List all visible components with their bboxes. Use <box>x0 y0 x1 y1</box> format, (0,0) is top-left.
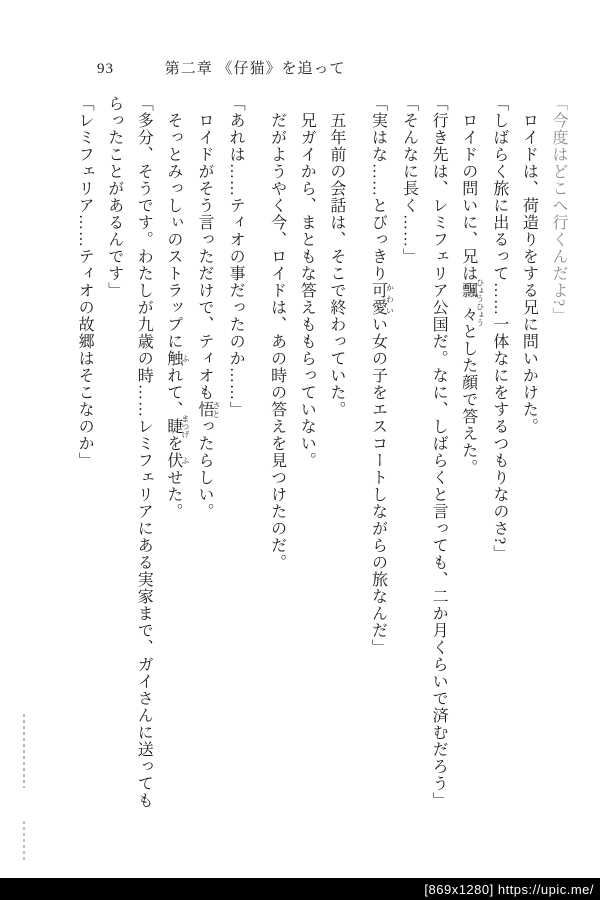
text-line: ロイドの問いに、兄は飄々 ひょうひょうとした顔で答えた。 <box>459 112 485 476</box>
text-columns <box>43 95 573 813</box>
text-line: 「実はな……とびっきり可愛 かわいい女の子をエスコートしながらの旅なんだ」 <box>369 95 395 656</box>
text-line: 「そんなに長く……」 <box>400 95 418 265</box>
text-line: 「しばらく旅に出るって……一体なにをするつもりなのさ?」 <box>490 95 508 563</box>
ruby-annotated-word: 悟 さと <box>195 401 221 418</box>
text-line: 五年前の会話は、そこで終わっていた。 <box>327 112 345 418</box>
ruby-annotated-word: 睫 まつげ <box>164 414 190 439</box>
text-line: ロイドは、荷造りをする兄に問いかけた。 <box>520 112 538 435</box>
running-header <box>97 57 346 78</box>
text-line: だがようやく今、ロイドは、あの時の答えを見つけたのだ。 <box>268 112 286 571</box>
ruby-annotated-word: 触 ふ <box>164 350 190 367</box>
binding-mark-bottom <box>23 821 25 863</box>
text-line: 「多分、そうです。わたしが九歳の時……レミフェリアにある実家まで、ガイさんに送ってもらったことがあるんです」 <box>105 95 153 809</box>
text-line: 「レミフェリア……ティオの故郷はそこなのか」 <box>76 95 94 469</box>
watermark-label: [869x1280] https://upic.me/ <box>424 881 594 897</box>
watermark-bar <box>0 878 600 900</box>
text-line: 「行き先は、レミフェリア公国だ。なに、しばらくと言っても、二か月くらいで済むだろう」 <box>430 95 448 809</box>
text-line: 「今度はどこへ行くんだよ?」 <box>550 95 567 325</box>
binding-mark-top <box>23 714 25 788</box>
ruby-annotated-word: 伏 ふ <box>164 452 190 469</box>
text-line: ロイドがそう言っただけで、ティオも悟 さとったらしい。 <box>195 112 221 520</box>
text-line: そっとみっしぃのストラップに触 ふれて、睫 まつげを伏 ふせた。 <box>164 112 190 520</box>
text-line: 「あれは……ティオの事だったのか……」 <box>227 95 245 418</box>
ruby-annotated-word: 可愛 かわい <box>369 282 395 316</box>
ruby-annotated-word: 飄々 ひょうひょう <box>459 278 485 327</box>
chapter-title: 第二章 《仔猫》を追って <box>164 61 346 77</box>
page-number: 93 <box>97 61 114 77</box>
text-line: 兄ガイから、まともな答えももらっていない。 <box>298 112 316 469</box>
